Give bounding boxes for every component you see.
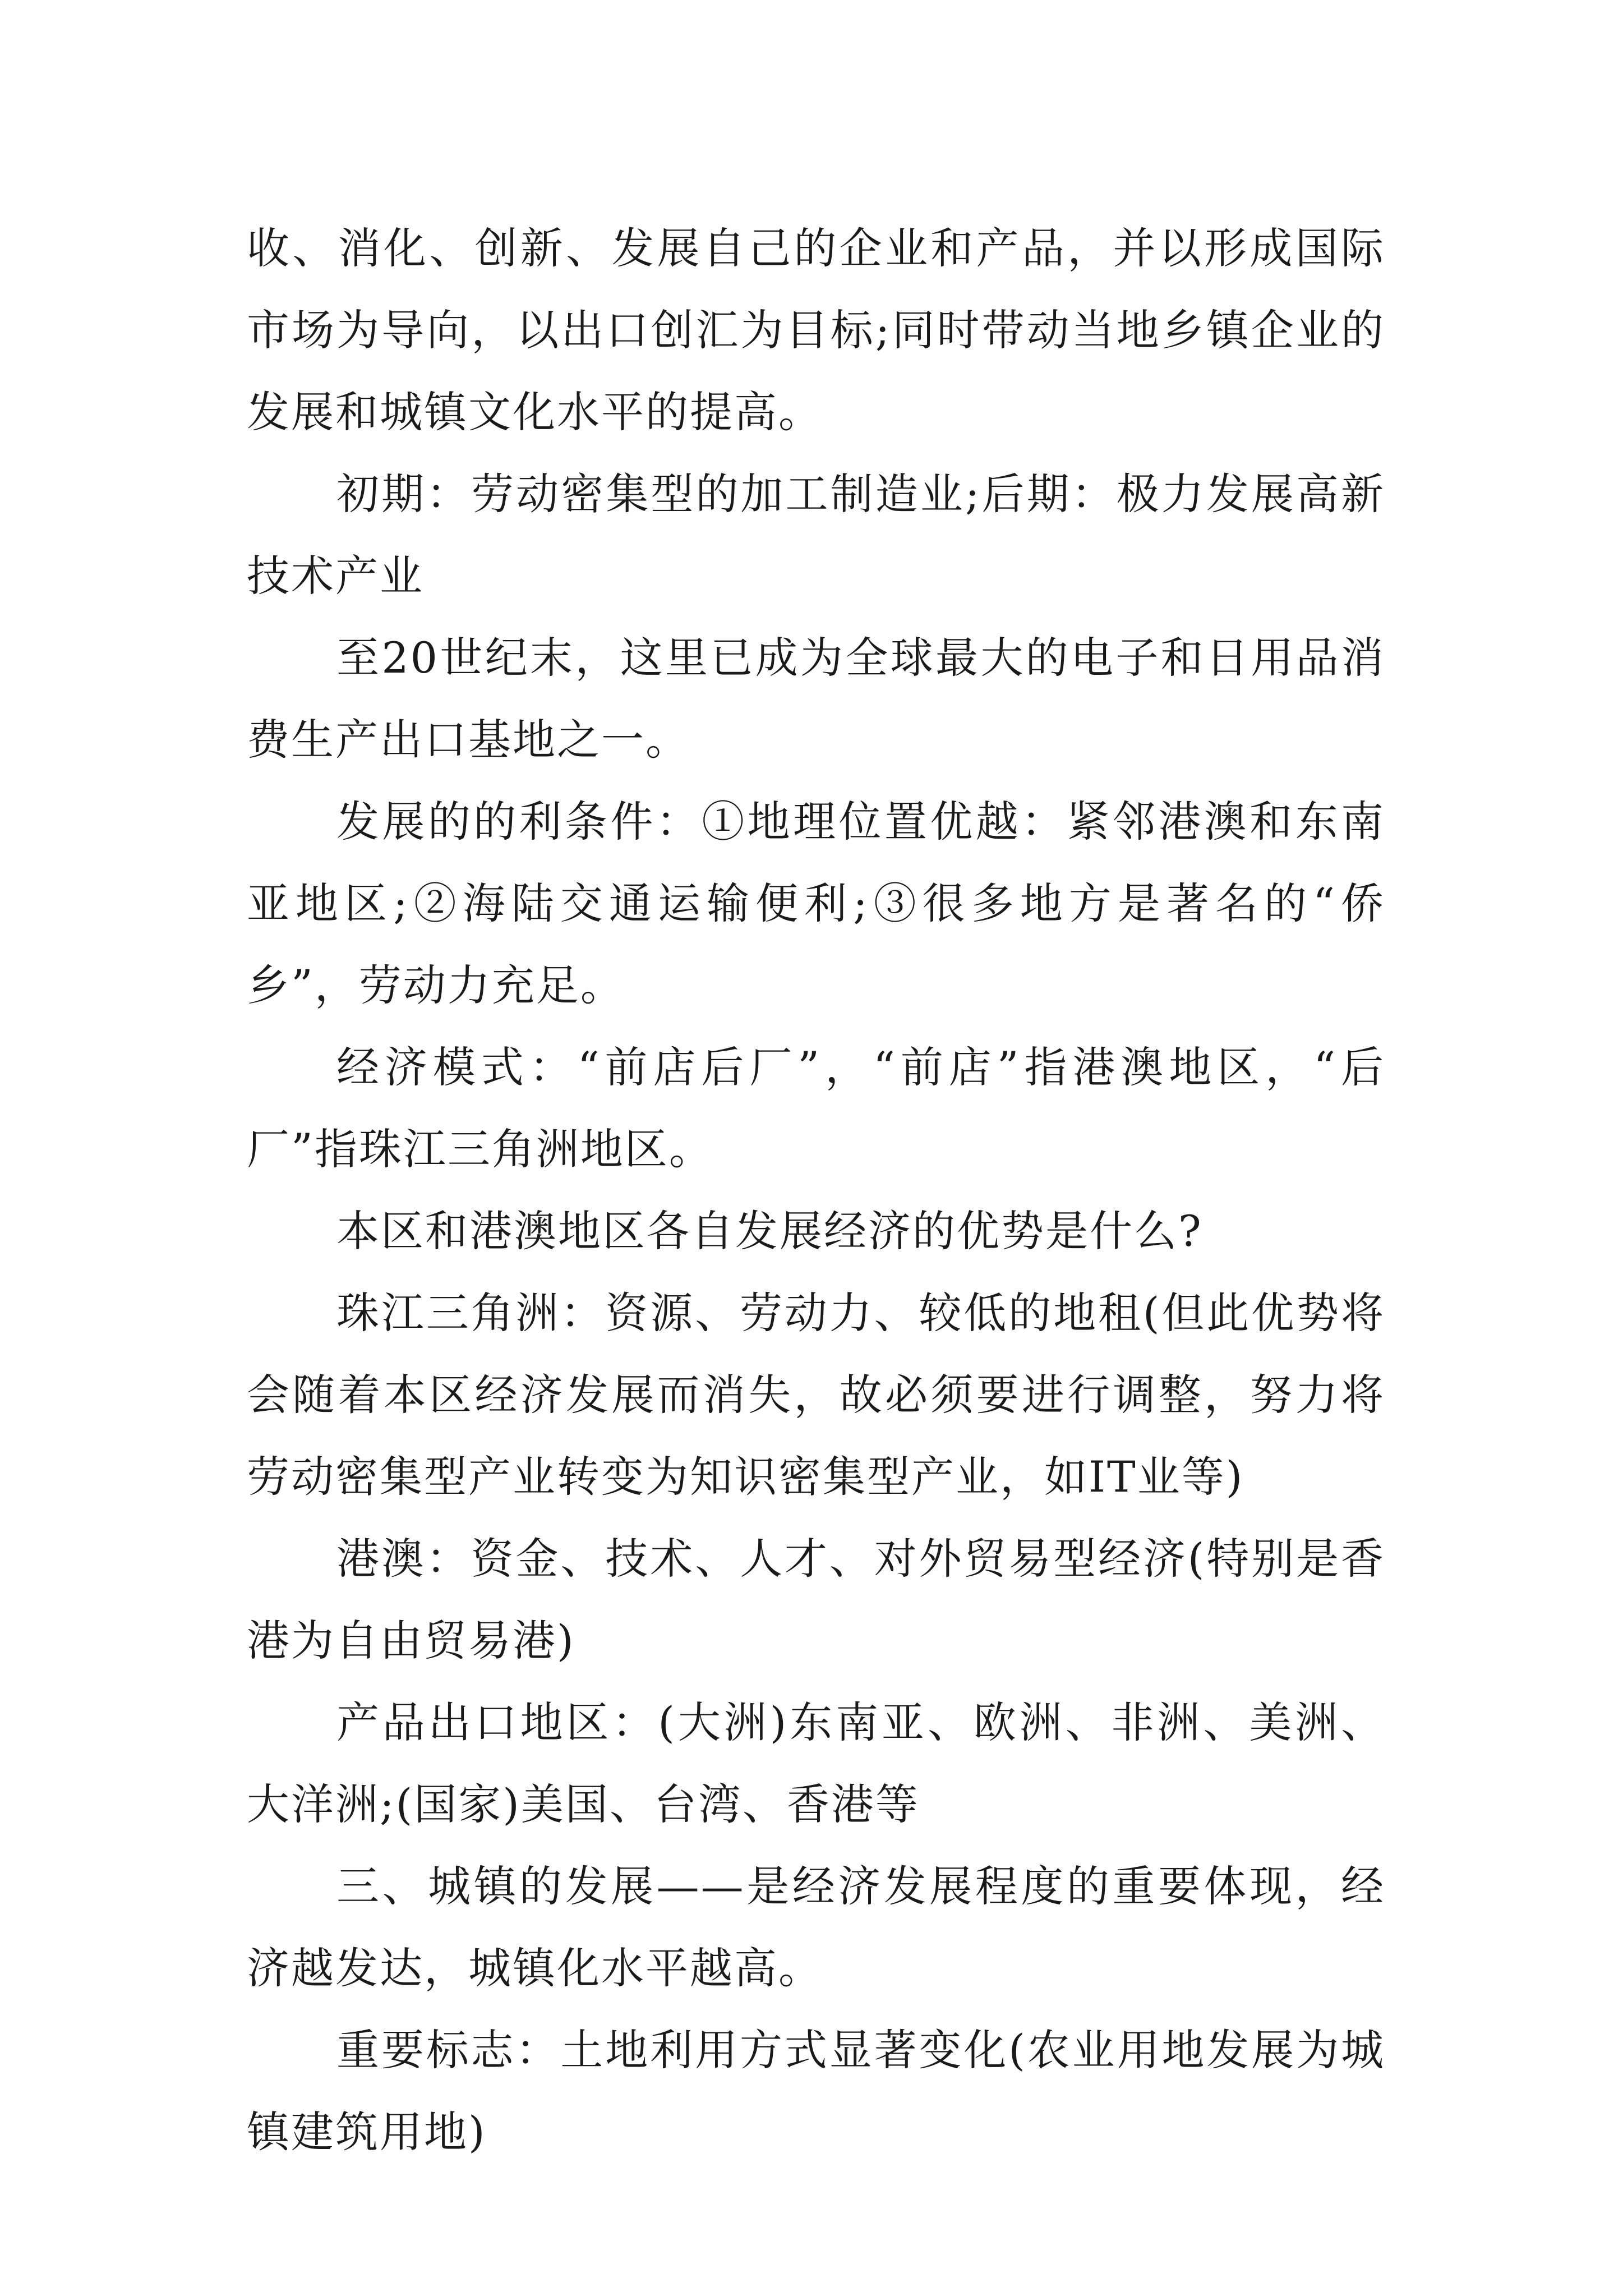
paragraph-export-regions: 产品出口地区：(大洲)东南亚、欧洲、非洲、美洲、大洋洲;(国家)美国、台湾、香港等 [247, 1697, 1385, 1829]
paragraph-development-stages: 初期：劳动密集型的加工制造业;后期：极力发展高新技术产业 [247, 469, 1385, 601]
paragraph-key-indicator: 重要标志：土地利用方式显著变化(农业用地发展为城镇建筑用地) [247, 2025, 1385, 2157]
paragraph-hk-macao-advantages: 港澳：资金、技术、人才、对外贸易型经济(特别是香港为自由贸易港) [247, 1534, 1385, 1665]
paragraph-prd-advantages: 珠江三角洲：资源、劳动力、较低的地租(但此优势将会随着本区经济发展而消失，故必须要进行调整，努力将劳动密集型产业转变为知识密集型产业，如IT业等) [247, 1288, 1385, 1502]
paragraph-favorable-conditions: 发展的的利条件：①地理位置优越：紧邻港澳和东南亚地区;②海陆交通运输便利;③很多地方是著名的“侨乡”，劳动力充足。 [247, 797, 1385, 1010]
paragraph-export-base: 至20世纪末，这里已成为全球最大的电子和日用品消费生产出口基地之一。 [247, 633, 1385, 765]
paragraph-economic-model: 经济模式：“前店后厂”，“前店”指港澳地区，“后厂”指珠江三角洲地区。 [247, 1042, 1385, 1174]
document-body [247, 208, 1385, 2173]
paragraph-continuation: 收、消化、创新、发展自己的企业和产品，并以形成国际市场为导向，以出口创汇为目标;同时带动当地乡镇企业的发展和城镇文化水平的提高。 [247, 223, 1385, 437]
paragraph-urban-development: 三、城镇的发展——是经济发展程度的重要体现，经济越发达，城镇化水平越高。 [247, 1861, 1385, 1993]
paragraph-question: 本区和港澳地区各自发展经济的优势是什么? [336, 1206, 1203, 1256]
